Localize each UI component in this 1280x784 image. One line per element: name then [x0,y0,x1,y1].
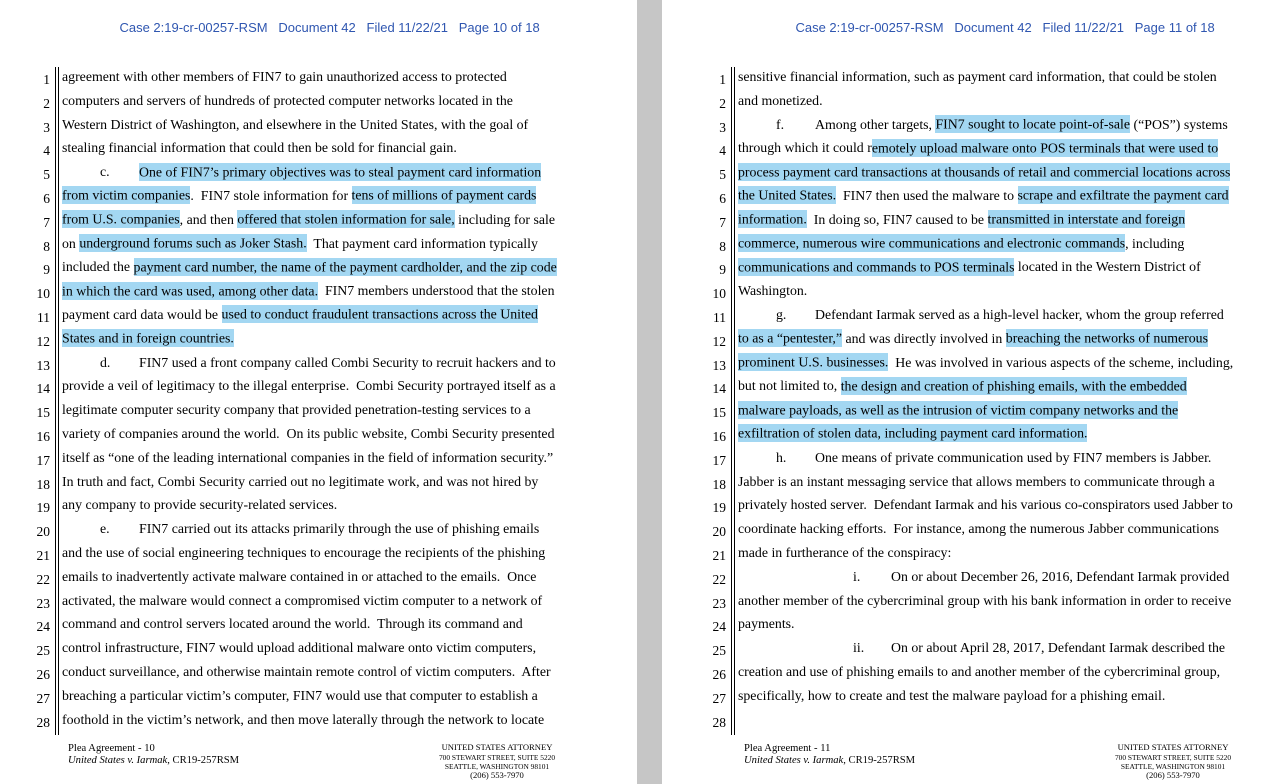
case-suffix: , CR19-257RSM [167,755,240,766]
line-text [62,113,528,137]
line-number: 17 [36,452,50,468]
line-text [62,374,556,398]
text-run: itself as “one of the leading international companies in the field of information security.” [62,449,554,465]
text-run: sensitive financial information, such as payment card information, that could be stolen [738,69,1217,84]
text-run: On or about December 26, 2016, Defendant Iarmak provided [891,568,1230,584]
pleading-line [0,517,637,541]
pleading-line [0,208,637,232]
pleading-line [662,398,1280,422]
text-run: payments. [738,616,795,632]
highlighted-text: the design and creation of phishing emails, with the embedded [840,378,1187,394]
text-run: through which it could r [738,140,872,156]
attorney-city: SEATTLE, WASHINGTON 98101 [1120,762,1226,772]
text-run: but not limited to, [738,378,841,394]
footer-title: Plea Agreement - 11 [744,743,831,754]
line-number: 4 [43,143,50,159]
pleading-line [0,493,637,517]
line-number: 26 [712,666,726,682]
text-run: Defendant Iarmak served as a high-level hacker, whom the group referred [815,306,1224,322]
attorney-phone: (206) 553-7970 [470,770,524,781]
text-run: FIN7 carried out its attacks primarily through the use of phishing emails [139,521,540,537]
line-text [62,327,234,351]
pleading-line [662,636,1280,660]
pleading-line [662,374,1280,398]
paragraph-marker: f. [776,116,785,132]
pleading-line [0,113,637,137]
attorney-street: 700 STEWART STREET, SUITE 5220 [1114,752,1232,762]
line-text [738,279,807,303]
line-text [738,398,1178,422]
case-caption: United States v. Iarmak [744,755,844,766]
pleading-line [662,541,1280,565]
line-text [62,65,507,89]
text-run: any company to provide security-related services. [62,497,338,513]
line-number: 12 [712,333,726,349]
ecf-header [105,4,540,52]
line-text [738,160,1230,184]
line-text [738,493,1233,517]
text-run: foothold in the victim’s network, and then move laterally through the network to locate [62,711,545,727]
line-number: 17 [712,452,726,468]
line-text [738,65,1217,89]
text-run: including for sale [454,211,556,227]
pleading-line [0,446,637,470]
line-number: 3 [719,119,726,135]
line-number: 11 [37,309,50,325]
line-number: 15 [712,405,726,421]
page-count: Page 11 of 18 [1134,20,1215,35]
line-text [139,160,541,184]
line-number: 2 [719,95,726,111]
pleading-line [662,303,1280,327]
pleading-line [662,446,1280,470]
line-number: 6 [43,190,50,206]
pleading-line [0,279,637,303]
text-run: computers and servers of hundreds of protected computer networks located in the [62,92,513,108]
case-number: Case 2:19-cr-00257-RSM [119,20,268,35]
document-number: Document 42 [278,20,356,35]
line-number: 14 [36,381,50,397]
highlighted-text: offered that stolen information for sale, [237,211,455,227]
highlighted-text: used to conduct fraudulent transactions across the United [221,306,538,322]
footer-case-caption [744,755,915,767]
line-text [62,398,531,422]
text-run: and was directly involved in [842,330,1006,346]
pleading-line [0,303,637,327]
text-run: (“POS”) systems [1130,116,1228,132]
line-number: 28 [712,714,726,730]
line-text [62,136,457,160]
line-text [62,422,555,446]
paragraph-marker: e. [100,521,110,537]
line-text [62,184,536,208]
line-text [62,89,513,113]
case-caption: United States v. Iarmak [68,755,168,766]
pleading-line [662,89,1280,113]
pleading-line [662,351,1280,375]
text-run: , and then [179,211,238,227]
pleading-line [662,208,1280,232]
line-number: 9 [719,262,726,278]
pleading-line [662,493,1280,517]
line-number: 21 [712,547,726,563]
line-text [139,351,556,375]
ecf-header [781,4,1215,52]
text-run: . FIN7 stole information for [190,187,352,203]
pleading-line [0,541,637,565]
line-text [62,541,545,565]
pleading-line [0,612,637,636]
text-run: FIN7 then used the malware to [836,187,1018,203]
line-text [738,374,1187,398]
pleading-line [0,160,637,184]
highlighted-text: scrape and exfiltrate the payment card [1017,187,1229,203]
pleading-line [0,255,637,279]
line-text [738,470,1215,494]
pleading-line [662,708,1280,732]
text-run: emails to inadvertently activate malware contained in or attached to the emails. Once [62,568,537,584]
pleading-line [0,184,637,208]
highlighted-text: States and in foreign countries. [62,330,234,346]
line-number: 4 [719,143,726,159]
text-run: included the [62,259,134,275]
paragraph-marker: g. [776,306,787,322]
line-number: 8 [719,238,726,254]
line-text [738,351,1233,375]
text-run: specifically, how to create and test the malware payload for a phishing email. [738,687,1166,703]
pleading-line [0,660,637,684]
highlighted-text: One of FIN7’s primary objectives was to steal payment card information [139,164,542,180]
paragraph-marker: h. [776,449,787,465]
line-number: 7 [719,214,726,230]
text-run: and the use of social engineering techniques to encourage the recipients of the phishing [62,544,546,560]
text-run: breaching a particular victim’s computer, FIN7 would use that computer to establish a [62,687,538,703]
attorney-office: UNITED STATES ATTORNEY [1117,742,1229,753]
pleading-line [662,279,1280,303]
line-number: 22 [36,571,50,587]
line-text [738,208,1185,232]
text-run: That payment card information typically [306,235,538,251]
pleading-line [662,160,1280,184]
pleading-line [662,684,1280,708]
line-number: 16 [36,428,50,444]
line-number: 11 [713,309,726,325]
line-number: 23 [36,595,50,611]
highlighted-text: FIN7 sought to locate point-of-sale [935,116,1131,132]
line-number: 27 [712,690,726,706]
pleading-line [0,636,637,660]
highlighted-text: information. [738,211,807,227]
text-run: , including [1125,235,1185,251]
line-number: 5 [43,167,50,183]
document-number: Document 42 [954,20,1032,35]
pleading-line [0,351,637,375]
text-run: another member of the cybercriminal group with his bank information in order to receive [738,592,1232,608]
line-number: 14 [712,381,726,397]
text-run: and monetized. [738,92,823,108]
paragraph-marker: i. [853,568,861,584]
line-text [62,470,538,494]
line-text [62,612,523,636]
line-number: 25 [712,643,726,659]
text-run: In truth and fact, Combi Security carried out no legitimate work, and was not hired by [62,473,539,489]
line-text [738,184,1229,208]
line-text [738,612,795,636]
highlighted-text: exfiltration of stolen data, including payment card information. [738,425,1088,441]
case-suffix: , CR19-257RSM [843,755,916,766]
line-number: 27 [36,690,50,706]
footer-case-caption [68,755,239,767]
line-number: 18 [712,476,726,492]
line-text [815,113,1228,137]
line-text [815,303,1224,327]
line-number: 19 [712,500,726,516]
pleading-body [0,65,637,731]
line-text [738,541,951,565]
pleading-line [662,422,1280,446]
line-text [62,636,536,660]
text-run: privately hosted server. Defendant Iarmak and his various co-conspirators used Jabber to [738,497,1233,513]
attorney-office: UNITED STATES ATTORNEY [441,742,553,753]
text-run: located in the Western District of [1014,259,1201,275]
line-text [62,493,337,517]
document-page-11 [662,0,1280,784]
highlighted-text: communications and commands to POS terminals [738,259,1015,275]
line-text [891,636,1225,660]
line-number: 19 [36,500,50,516]
highlighted-text: transmitted in interstate and foreign [987,211,1186,227]
line-number: 20 [36,524,50,540]
text-run: In doing so, FIN7 caused to be [806,211,988,227]
pleading-line [0,684,637,708]
pleading-line [662,232,1280,256]
highlighted-text: prominent U.S. businesses. [738,354,889,370]
attorney-street: 700 STEWART STREET, SUITE 5220 [438,752,556,762]
text-run: stealing financial information that could then be sold for financial gain. [62,140,457,156]
line-text [62,303,538,327]
line-number: 18 [36,476,50,492]
text-run: On or about April 28, 2017, Defendant Iarmak described the [891,640,1226,656]
pleading-line [0,65,637,89]
highlighted-text: process payment card transactions at thousands of retail and commercial locations across [738,164,1231,180]
text-run: FIN7 members understood that the stolen [318,283,555,299]
highlighted-text: the United States. [738,187,837,203]
line-number: 1 [43,72,50,87]
highlighted-text: from U.S. companies [62,211,180,227]
text-run: Western District of Washington, and elsewhere in the United States, with the goal of [62,116,529,132]
pleading-line [0,422,637,446]
pleading-line [662,113,1280,137]
text-run: creation and use of phishing emails to and another member of the cybercriminal group, [738,663,1221,679]
line-text [62,589,542,613]
line-number: 24 [712,619,726,635]
line-text [815,446,1211,470]
text-run: conduct surveillance, and otherwise maintain remote control of victim computers. After [62,663,551,679]
text-run: Jabber is an instant messaging service that allows members to communicate through a [738,473,1215,489]
line-number: 22 [712,571,726,587]
line-number: 12 [36,333,50,349]
text-run: Washington. [738,283,808,299]
pleading-line [662,136,1280,160]
line-text [738,684,1165,708]
line-number: 10 [36,286,50,302]
attorney-address [422,743,572,781]
line-number: 16 [712,428,726,444]
line-text [62,684,538,708]
attorney-city: SEATTLE, WASHINGTON 98101 [444,762,550,772]
line-text [738,589,1231,613]
line-number: 21 [36,547,50,563]
pleading-line [0,374,637,398]
highlighted-text: underground forums such as Joker Stash. [79,235,307,251]
case-number: Case 2:19-cr-00257-RSM [795,20,944,35]
text-run: activated, the malware would connect a compromised victim computer to a network of [62,592,543,608]
highlighted-text: from victim companies [62,187,191,203]
line-text [738,660,1220,684]
line-text [62,255,557,279]
line-number: 6 [719,190,726,206]
text-run: payment card data would be [62,306,222,322]
line-number: 5 [719,167,726,183]
line-text [62,446,553,470]
line-number: 25 [36,643,50,659]
line-text [891,565,1229,589]
line-number: 13 [712,357,726,373]
line-text [738,232,1184,256]
pleading-line [662,184,1280,208]
line-text [139,517,539,541]
pleading-line [0,327,637,351]
pleading-line [0,589,637,613]
pleading-line [662,65,1280,89]
pleading-line [662,612,1280,636]
pleading-line [0,565,637,589]
page-count: Page 10 of 18 [458,20,540,35]
highlighted-text: commerce, numerous wire communications and electronic commands [738,235,1126,251]
filed-date: Filed 11/22/21 [366,20,448,35]
text-run: provide a veil of legitimacy to the illegal enterprise. Combi Security portrayed itself as a [62,378,556,394]
paragraph-marker: d. [100,354,111,370]
line-number: 15 [36,405,50,421]
line-number: 28 [36,714,50,730]
text-run: agreement with other members of FIN7 to gain unauthorized access to protected [62,69,507,84]
pleading-line [662,255,1280,279]
text-run: FIN7 used a front company called Combi Security to recruit hackers and to [139,354,556,370]
filed-date: Filed 11/22/21 [1042,20,1124,35]
pleading-line [662,327,1280,351]
paragraph-marker: c. [100,164,110,180]
pleading-line [662,660,1280,684]
pleading-line [662,589,1280,613]
pleading-line [0,708,637,732]
highlighted-text: breaching the networks of numerous [1005,330,1208,346]
text-run: One means of private communication used by FIN7 members is Jabber. [815,449,1212,465]
line-number: 8 [43,238,50,254]
highlighted-text: to as a “pentester,” [738,330,842,346]
text-run: legitimate computer security company that provided penetration-testing services to a [62,402,531,418]
text-run: variety of companies around the world. On its public website, Combi Security presented [62,425,555,441]
line-text [62,208,555,232]
text-run: on [62,235,80,251]
text-run: He was involved in various aspects of the scheme, including, [888,354,1234,370]
text-run: Among other targets, [815,116,936,132]
pleading-line [0,232,637,256]
highlighted-text: malware payloads, as well as the intrusion of victim company networks and the [738,402,1179,418]
pleading-line [0,89,637,113]
line-text [62,708,544,732]
line-number: 3 [43,119,50,135]
attorney-address [1098,743,1248,781]
line-number: 24 [36,619,50,635]
pleading-line [0,398,637,422]
pleading-line [662,470,1280,494]
highlighted-text: tens of millions of payment cards [351,187,537,203]
document-page-10 [0,0,637,784]
pleading-body [662,65,1280,731]
line-number: 9 [43,262,50,278]
line-number: 10 [712,286,726,302]
text-run: coordinate hacking efforts. For instance, among the numerous Jabber communications [738,521,1220,537]
text-run: made in furtherance of the conspiracy: [738,544,952,560]
highlighted-text: emotely upload malware onto POS terminals that were used to [871,140,1219,156]
line-text [738,89,823,113]
highlighted-text: payment card number, the name of the payment cardholder, and the zip code [133,259,557,275]
line-number: 23 [712,595,726,611]
line-number: 1 [719,72,726,87]
pleading-line [0,470,637,494]
line-number: 13 [36,357,50,373]
line-number: 2 [43,95,50,111]
pleading-line [662,565,1280,589]
line-text [62,565,536,589]
line-text [62,232,538,256]
attorney-phone: (206) 553-7970 [1146,770,1200,781]
text-run: control infrastructure, FIN7 would upload additional malware onto victim computers, [62,640,537,656]
highlighted-text: in which the card was used, among other data. [62,283,319,299]
line-number: 7 [43,214,50,230]
line-text [62,279,555,303]
line-text [738,422,1087,446]
line-text [738,255,1201,279]
footer-title: Plea Agreement - 10 [68,743,155,754]
line-number: 26 [36,666,50,682]
line-text [738,327,1208,351]
paragraph-marker: ii. [853,640,865,656]
line-text [738,517,1219,541]
pleading-line [0,136,637,160]
line-text [62,660,551,684]
line-text [738,136,1218,160]
text-run: command and control servers located around the world. Through its command and [62,616,523,632]
pleading-line [662,517,1280,541]
line-number: 20 [712,524,726,540]
